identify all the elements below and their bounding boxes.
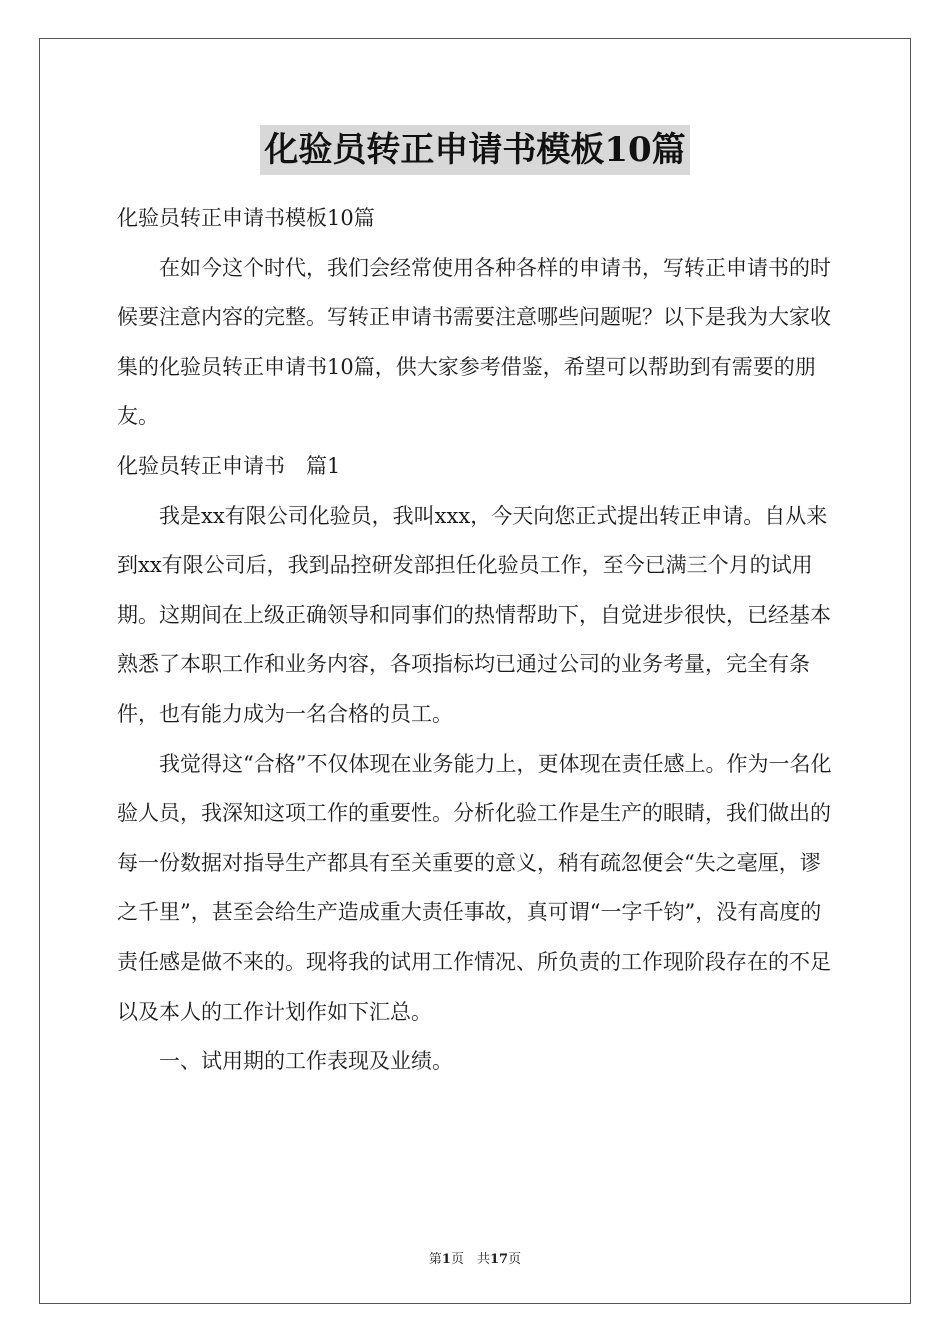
footer-total-pages: 17 [489,1252,509,1267]
footer-prefix: 第 [428,1252,442,1267]
section-heading: 化验员转正申请书 篇1 [117,453,341,478]
document-body [117,120,833,1087]
document-subtitle: 化验员转正申请书模板10篇 [117,206,375,230]
page-footer [0,1248,950,1267]
footer-page-suffix: 页 [450,1252,464,1267]
footer-page-number: 1 [441,1252,451,1267]
footer-total-suffix: 页 [508,1252,522,1267]
section-paragraph-3: 一、试用期的工作表现及业绩。 [159,1049,453,1074]
intro-paragraph: 在如今这个时代，我们会经常使用各种各样的申请书，写转正申请书的时候要注意内容的完整。写转正申请书需要注意哪些问题呢？以下是我为大家收集的化验员转正申请书10篇，供大家参考借鉴，希望可以帮助到有需要的朋友。 [117,255,831,429]
section-paragraph-2: 我觉得这“合格”不仅体现在业务能力上，更体现在责任感上。作为一名化验人员，我深知这项工作的重要性。分析化验工作是生产的眼睛，我们做出的每一份数据对指导生产都具有至关重要的意义，稍有疏忽便会“失之毫厘，谬之千里”，甚至会给生产造成重大责任事故，真可谓“一字千钧”，没有高度的责任感是做不来的。现将我的试用工作情况、所负责的工作现阶段存在的不足以及本人的工作计划作如下汇总。 [117,751,832,1024]
document-title [117,120,833,180]
footer-separator: 共 [463,1252,490,1267]
document-title-text: 化验员转正申请书模板10篇 [260,125,689,175]
section-paragraph-1: 我是xx有限公司化验员，我叫xxx，今天向您正式提出转正申请。自从来到xx有限公司后，我到品控研发部担任化验员工作，至今已满三个月的试用期。这期间在上级正确领导和同事们的热情帮助下，自觉进步很快，已经基本熟悉了本职工作和业务内容，各项指标均已通过公司的业务考量，完全有条件，也有能力成为一名合格的员工。 [117,503,831,726]
